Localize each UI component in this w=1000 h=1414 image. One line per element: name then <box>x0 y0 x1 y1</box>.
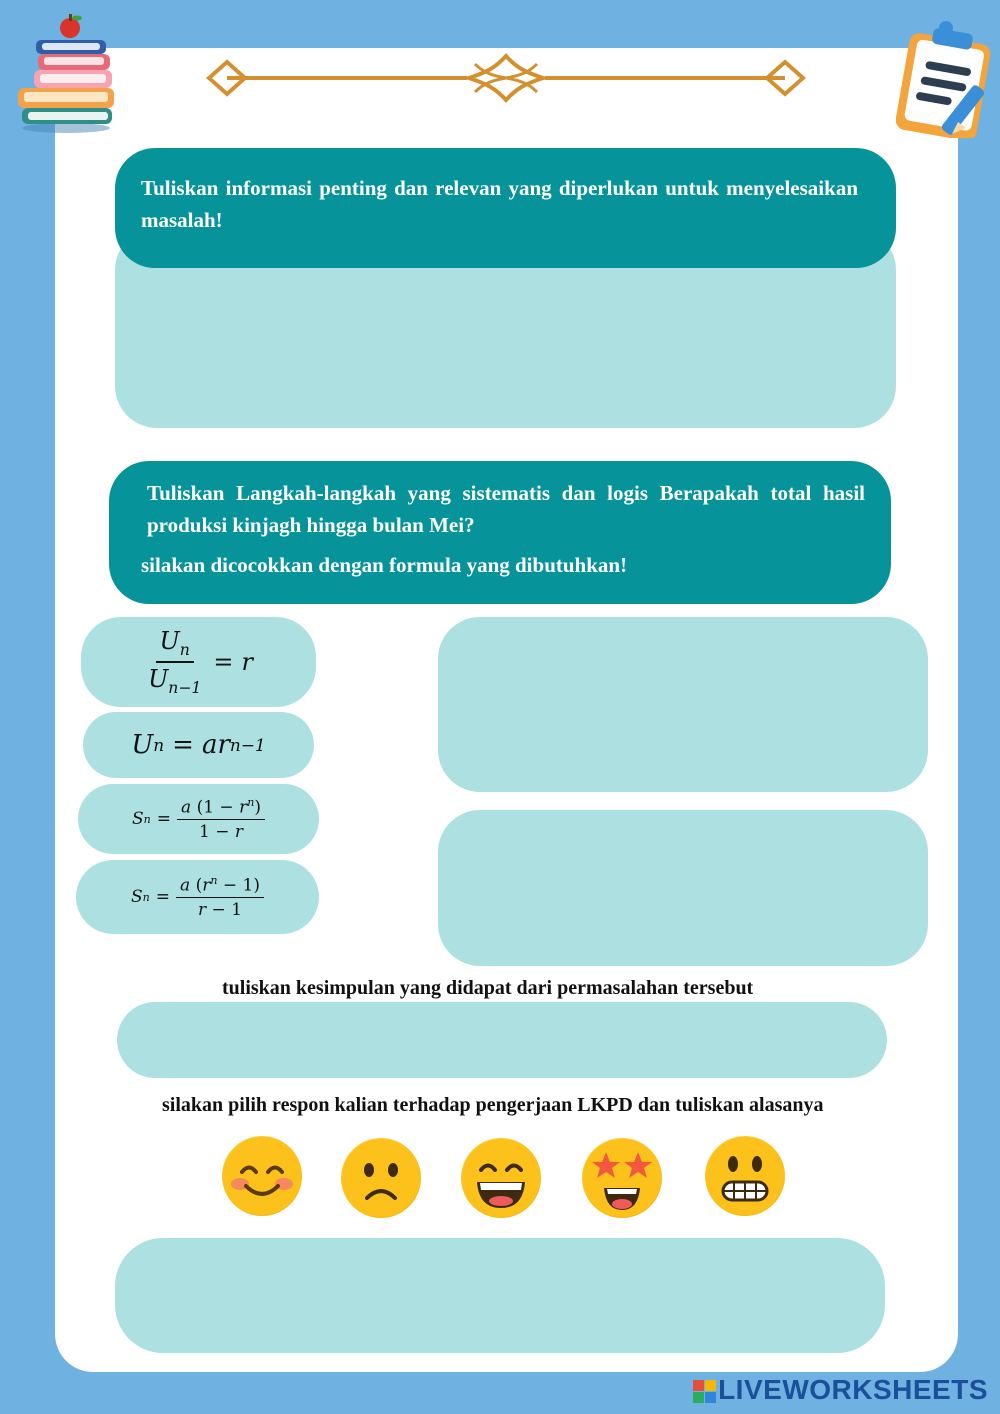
formula-nth-term[interactable]: U n = ar n−1 <box>83 712 314 778</box>
response-prompt: silakan pilih respon kalian terhadap pengerjaan LKPD dan tuliskan alasanya <box>162 1094 824 1116</box>
section2-prompt-line1: Tuliskan Langkah-langkah yang sistematis dan logis Berapakah total hasil produksi kinjagh hingga bulan Mei? <box>147 481 865 537</box>
star-struck-face-icon[interactable] <box>582 1138 662 1218</box>
conclusion-prompt: tuliskan kesimpulan yang didapat dari permasalahan tersebut <box>222 977 754 999</box>
live-tile-icon <box>693 1380 716 1403</box>
steps-answer-box-1[interactable] <box>438 617 928 792</box>
brand-text: LIVEWORKSHEETS <box>718 1374 988 1405</box>
formula-sum-r-greater-than-1[interactable]: S n = $\frac{a (r^n - 1)}{r - 1}$ <box>76 860 319 934</box>
section1-prompt: Tuliskan informasi penting dan relevan yang diperlukan untuk menyelesaikan masalah! <box>141 176 858 232</box>
formula-sum-r-less-than-1[interactable]: S n = $\frac{a (1 - r^n)}{1 - r}$ <box>78 784 319 854</box>
frowning-face-icon[interactable] <box>341 1138 421 1218</box>
formula-ratio[interactable]: $\frac{U_n}{U_{n-1}}$ = r <box>81 617 316 707</box>
ornament-divider <box>205 52 807 108</box>
section2-header <box>109 461 891 604</box>
section2-prompt-line2: silakan dicocokkan dengan formula yang dibutuhkan! <box>141 553 628 577</box>
liveworksheets-logo <box>693 1374 988 1406</box>
steps-answer-box-2[interactable] <box>438 810 928 966</box>
grimacing-face-icon[interactable] <box>705 1136 785 1216</box>
books-stack-icon <box>14 12 118 134</box>
conclusion-answer-box[interactable] <box>117 1002 887 1078</box>
section1-header <box>115 148 896 268</box>
smiling-face-icon[interactable] <box>222 1136 302 1216</box>
grinning-face-icon[interactable] <box>461 1138 541 1218</box>
clipboard-icon <box>896 10 996 138</box>
reason-answer-box[interactable] <box>115 1238 885 1353</box>
